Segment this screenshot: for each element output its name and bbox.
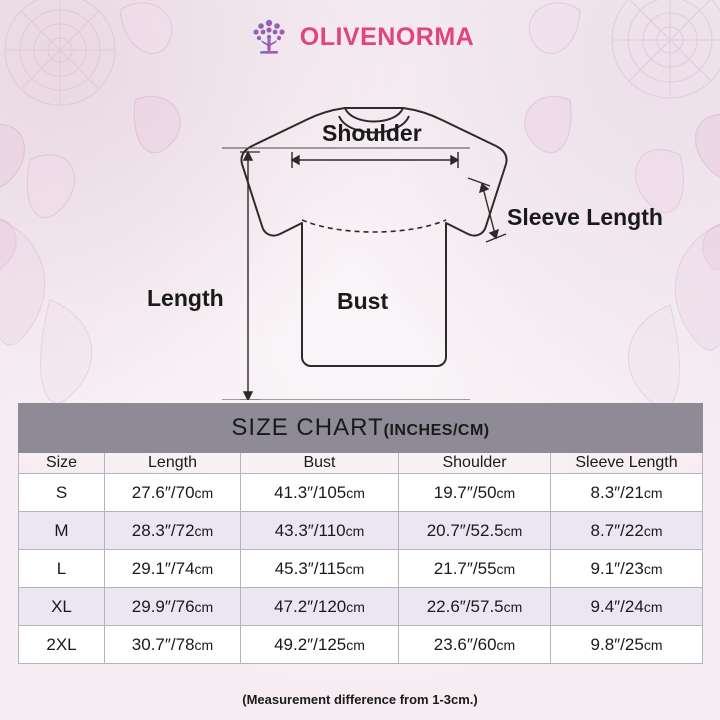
table-row (19, 588, 703, 626)
column-header-shoulder: Shoulder (399, 453, 551, 474)
cell-bust-unit: cm (345, 522, 365, 539)
cell-shoulder-unit: cm (503, 522, 523, 539)
cell-bust-unit: cm (345, 560, 365, 577)
column-header-bust: Bust (241, 453, 399, 474)
column-header-size: Size (19, 453, 105, 474)
cell-length (105, 474, 241, 512)
size-chart-title (19, 404, 703, 453)
cell-length (105, 550, 241, 588)
cell-length-unit: cm (194, 484, 214, 501)
cell-shoulder-unit: cm (496, 560, 516, 577)
cell-length-value: 29.1″/74 (131, 558, 195, 578)
cell-shoulder-value: 22.6″/57.5 (426, 596, 504, 616)
size-chart-title-units: (INCHES/CM) (383, 422, 490, 439)
cell-shoulder (399, 588, 551, 626)
cell-sleeve-value: 8.7″/22 (590, 520, 644, 540)
cell-length-unit: cm (194, 636, 214, 653)
cell-size: L (19, 550, 105, 588)
cell-bust (241, 474, 399, 512)
label-bust: Bust (337, 288, 389, 314)
cell-size: XL (19, 588, 105, 626)
cell-sleeve (551, 588, 703, 626)
cell-sleeve (551, 550, 703, 588)
size-chart-title-text: SIZE CHART (231, 414, 384, 441)
cell-sleeve-value: 9.4″/24 (590, 596, 644, 616)
label-length: Length (147, 285, 224, 311)
brand-name: OLIVENORMA (299, 22, 475, 51)
table-row (19, 626, 703, 664)
cell-sleeve-unit: cm (643, 560, 663, 577)
cell-bust (241, 512, 399, 550)
cell-size: 2XL (19, 626, 105, 664)
cell-bust-value: 49.2″/125 (274, 634, 347, 654)
cell-shoulder-value: 23.6″/60 (433, 634, 497, 654)
cell-bust-value: 43.3″/110 (274, 520, 346, 540)
cell-length (105, 512, 241, 550)
label-sleeve-length: Sleeve Length (507, 204, 663, 230)
cell-length-value: 29.9″/76 (131, 596, 195, 616)
cell-length-unit: cm (194, 598, 214, 615)
cell-sleeve (551, 512, 703, 550)
cell-size: M (19, 512, 105, 550)
cell-sleeve-value: 9.8″/25 (590, 634, 644, 654)
cell-bust (241, 626, 399, 664)
cell-length-value: 28.3″/72 (131, 520, 195, 540)
cell-length-value: 27.6″/70 (131, 482, 195, 502)
cell-length-unit: cm (194, 560, 214, 577)
cell-sleeve-unit: cm (643, 484, 663, 501)
table-header-row (19, 453, 703, 474)
cell-sleeve-value: 8.3″/21 (590, 482, 644, 502)
cell-bust-value: 41.3″/105 (274, 482, 347, 502)
column-header-sleeve-length: Sleeve Length (551, 453, 703, 474)
tree-of-life-icon (246, 14, 292, 60)
table-title-row (19, 404, 703, 453)
cell-shoulder-unit: cm (496, 484, 516, 501)
cell-length-value: 30.7″/78 (131, 634, 195, 654)
cell-sleeve (551, 626, 703, 664)
cell-sleeve-unit: cm (643, 598, 663, 615)
cell-shoulder-value: 21.7″/55 (433, 558, 497, 578)
cell-length (105, 626, 241, 664)
cell-shoulder-value: 19.7″/50 (433, 482, 497, 502)
cell-sleeve-unit: cm (643, 522, 663, 539)
cell-bust (241, 550, 399, 588)
size-chart-table-wrapper (18, 403, 702, 664)
cell-size: S (19, 474, 105, 512)
cell-shoulder (399, 626, 551, 664)
cell-length (105, 588, 241, 626)
table-row (19, 550, 703, 588)
cell-shoulder (399, 474, 551, 512)
table-row (19, 474, 703, 512)
column-header-length: Length (105, 453, 241, 474)
cell-sleeve (551, 474, 703, 512)
measurement-note: (Measurement difference from 1-3cm.) (242, 692, 478, 707)
cell-length-unit: cm (194, 522, 214, 539)
cell-shoulder-unit: cm (496, 636, 516, 653)
size-chart-table (18, 403, 703, 664)
cell-shoulder (399, 512, 551, 550)
table-row (19, 512, 703, 550)
cell-bust-value: 45.3″/115 (274, 558, 346, 578)
cell-bust-unit: cm (346, 636, 365, 653)
cell-bust (241, 588, 399, 626)
cell-shoulder-value: 20.7″/52.5 (426, 520, 504, 540)
brand-logo (0, 14, 720, 60)
cell-sleeve-unit: cm (643, 636, 663, 653)
garment-measurement-diagram (0, 60, 720, 400)
cell-sleeve-value: 9.1″/23 (590, 558, 644, 578)
cell-shoulder (399, 550, 551, 588)
cell-bust-value: 47.2″/120 (274, 596, 347, 616)
cell-bust-unit: cm (346, 598, 365, 615)
cell-shoulder-unit: cm (503, 598, 523, 615)
label-shoulder: Shoulder (322, 120, 422, 146)
cell-bust-unit: cm (346, 484, 365, 501)
